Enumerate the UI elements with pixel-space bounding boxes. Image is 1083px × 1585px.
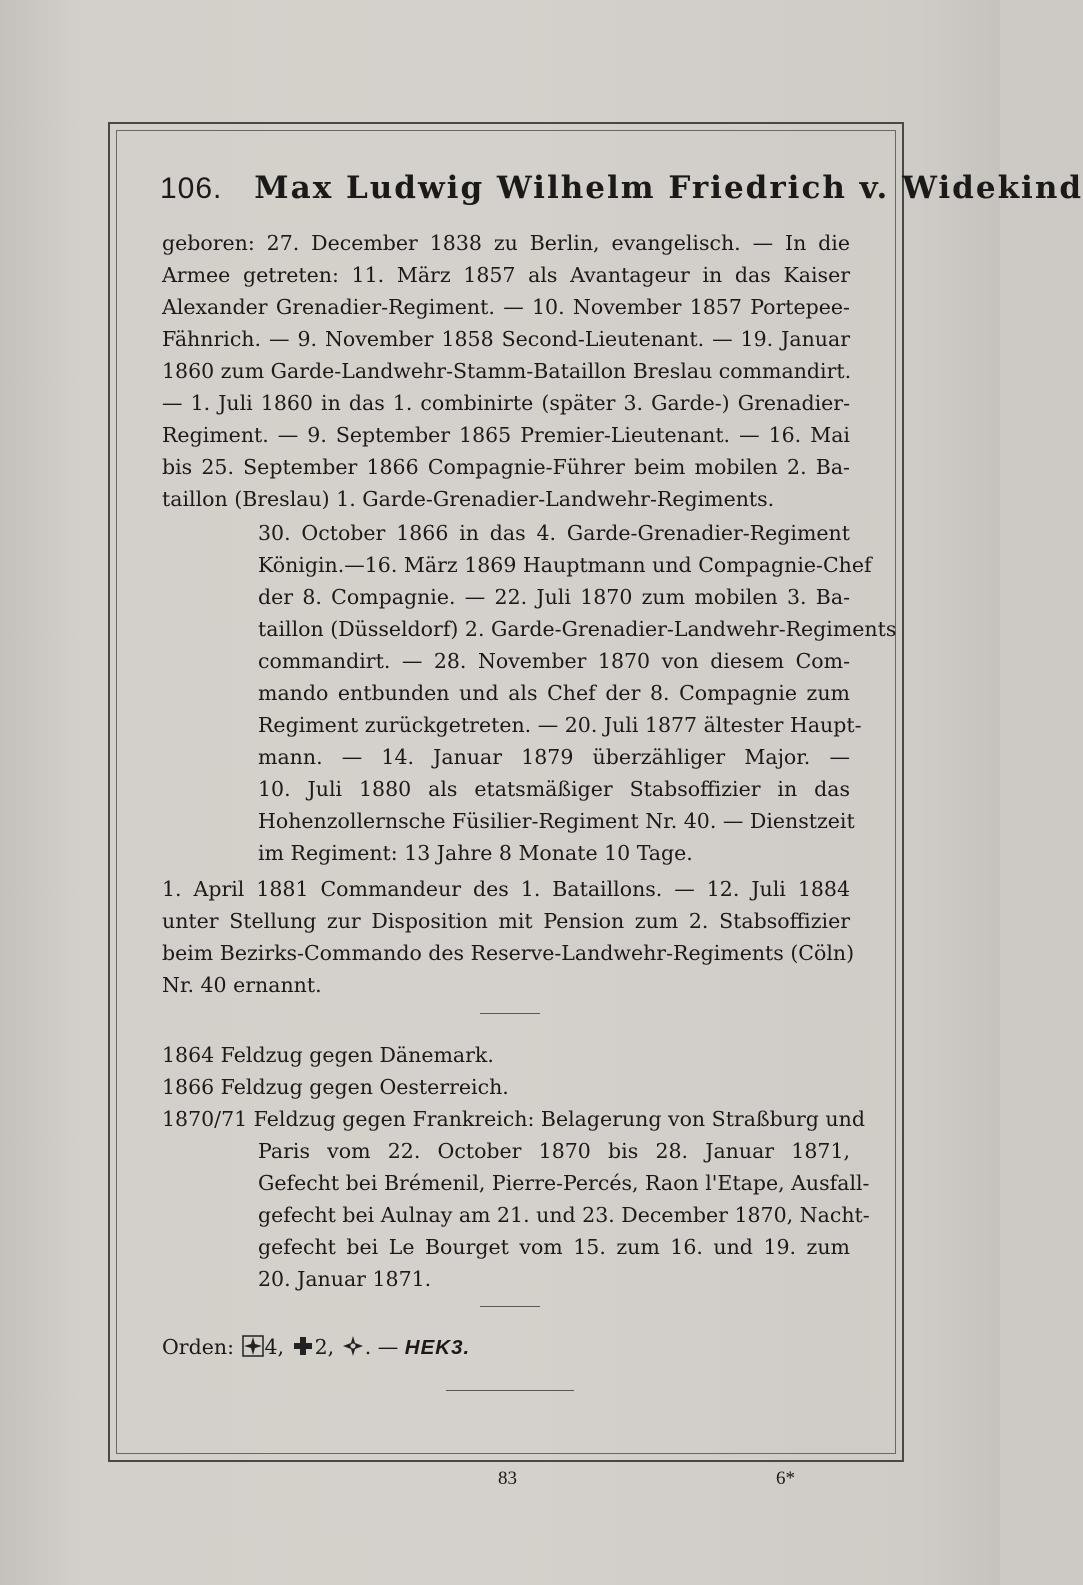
divider: [480, 1306, 540, 1307]
divider: [480, 1013, 540, 1014]
indented-line: mando entbunden und als Chef der 8. Compagnie zum: [258, 681, 850, 705]
indented-line: 10. Juli 1880 als etatsmäßiger Stabsoffizier in das: [258, 777, 850, 801]
order-cross-icon: [242, 1335, 264, 1357]
orders-label: Orden:: [162, 1335, 234, 1359]
body-line: — 1. Juli 1860 in das 1. combinirte (später 3. Garde-) Grenadier-: [162, 391, 850, 415]
closing-line: beim Bezirks-Commando des Reserve-Landwehr-Regiments (Cöln): [162, 941, 855, 965]
campaign-1870-line: 20. Januar 1871.: [258, 1267, 432, 1291]
body-line: Armee getreten: 11. März 1857 als Avantageur in das Kaiser: [162, 263, 850, 287]
campaign-1870-line: Gefecht bei Brémenil, Pierre-Percés, Raon l'Etape, Ausfall-: [258, 1171, 870, 1195]
indented-line: Hohenzollernsche Füsilier-Regiment Nr. 40. — Dienstzeit: [258, 809, 855, 833]
entry-heading: [160, 170, 1083, 206]
campaign-1866: 1866 Feldzug gegen Oesterreich.: [162, 1075, 509, 1099]
campaign-1870: 1870/71 Feldzug gegen Frankreich: Belagerung von Straßburg und: [162, 1107, 865, 1131]
indented-line: 30. October 1866 in das 4. Garde-Grenadier-Regiment: [258, 521, 850, 545]
body-line: Regiment. — 9. September 1865 Premier-Lieutenant. — 16. Mai: [162, 423, 850, 447]
order-star-icon: [342, 1335, 364, 1357]
body-line: taillon (Breslau) 1. Garde-Grenadier-Landwehr-Regiments.: [162, 487, 775, 511]
closing-line: Nr. 40 ernannt.: [162, 973, 322, 997]
body-line: 1860 zum Garde-Landwehr-Stamm-Bataillon Breslau commandirt.: [162, 359, 852, 383]
body-line: geboren: 27. December 1838 zu Berlin, evangelisch. — In die: [162, 231, 850, 255]
divider: [446, 1390, 574, 1391]
campaign-1864: 1864 Feldzug gegen Dänemark.: [162, 1043, 494, 1067]
closing-line: 1. April 1881 Commandeur des 1. Bataillons. — 12. Juli 1884: [162, 877, 850, 901]
page-number: 83: [498, 1468, 517, 1489]
indented-line: Regiment zurückgetreten. — 20. Juli 1877 ältester Haupt-: [258, 713, 862, 737]
indented-line: commandirt. — 28. November 1870 von diesem Com-: [258, 649, 850, 673]
indented-line: mann. — 14. Januar 1879 überzähliger Major. —: [258, 745, 850, 769]
order-hek: HEK3.: [404, 1336, 471, 1359]
indented-line: der 8. Compagnie. — 22. Juli 1870 zum mobilen 3. Ba-: [258, 585, 850, 609]
indented-line: Königin.—16. März 1869 Hauptmann und Compagnie-Chef: [258, 553, 872, 577]
indented-line: im Regiment: 13 Jahre 8 Monate 10 Tage.: [258, 841, 693, 865]
entry-number: 106.: [160, 172, 223, 205]
campaign-1870-line: gefecht bei Aulnay am 21. und 23. December 1870, Nacht-: [258, 1203, 870, 1227]
campaign-1870-line: gefecht bei Le Bourget vom 15. zum 16. und 19. zum: [258, 1235, 850, 1259]
order-1-class: 4,: [264, 1335, 285, 1359]
order-cross-icon: [292, 1335, 314, 1357]
body-line: Fähnrich. — 9. November 1858 Second-Lieutenant. — 19. Januar: [162, 327, 850, 351]
order-2-class: 2,: [314, 1335, 335, 1359]
body-line: bis 25. September 1866 Compagnie-Führer beim mobilen 2. Ba-: [162, 455, 850, 479]
campaign-1870-line: Paris vom 22. October 1870 bis 28. Januar 1871,: [258, 1139, 850, 1163]
orders-dash: —: [371, 1335, 405, 1359]
signature-mark: 6*: [776, 1468, 795, 1489]
entry-name: Max Ludwig Wilhelm Friedrich v. Widekind: [254, 170, 1083, 206]
body-line: Alexander Grenadier-Regiment. — 10. November 1857 Portepee-: [162, 295, 850, 319]
orders-line: [162, 1331, 662, 1363]
indented-line: taillon (Düsseldorf) 2. Garde-Grenadier-Landwehr-Regiments: [258, 617, 897, 641]
closing-line: unter Stellung zur Disposition mit Pension zum 2. Stabsoffizier: [162, 909, 850, 933]
order-3-class: .: [364, 1335, 372, 1359]
